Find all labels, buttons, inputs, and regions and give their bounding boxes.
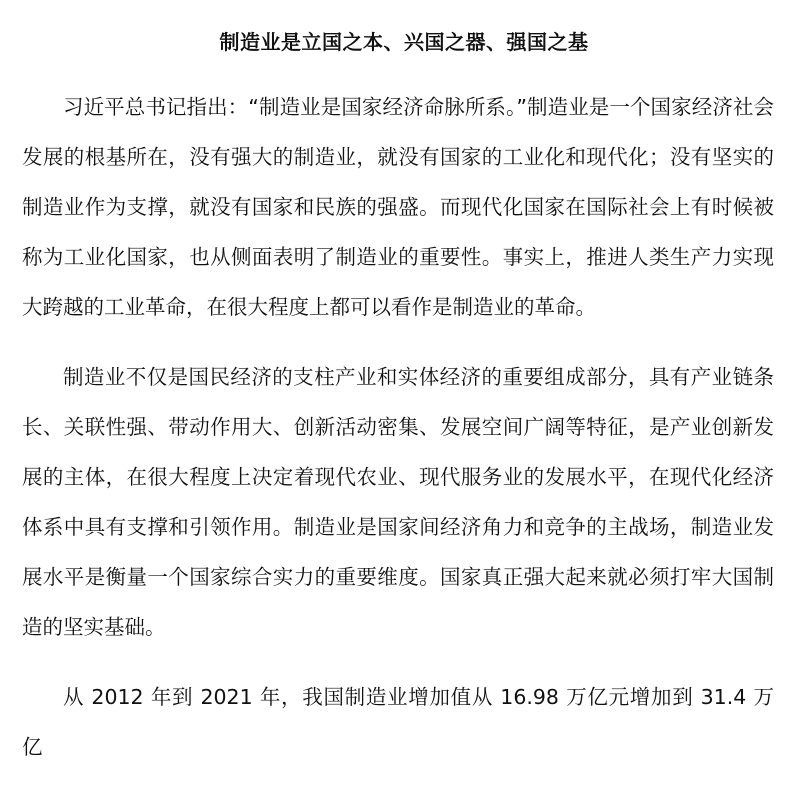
paragraph-2: 制造业不仅是国民经济的支柱产业和实体经济的重要组成部分，具有产业链条长、关联性强、带动作用大、创新活动密集、发展空间广阔等特征，是产业创新发展的主体，在很大程度上决定着现代农业、现代服务业的发展水平，在现代化经济体系中具有支撑和引领作用。制造业是国家间经济角力和竞争的主战场，制造业发展水平是衡量一个国家综合实力的重要维度。国家真正强大起来就必须打牢大国制造的坚实基础。 <box>22 365 774 639</box>
article-title: 制造业是立国之本、兴国之器、强国之基 <box>219 30 589 54</box>
paragraph-3: 从 2012 年到 2021 年，我国制造业增加值从 16.98 万亿元增加到 31.4 万亿 <box>22 685 774 759</box>
paragraph-1: 习近平总书记指出：“制造业是国家经济命脉所系。”制造业是一个国家经济社会发展的根基所在，没有强大的制造业，就没有国家的工业化和现代化；没有坚实的制造业作为支撑，就没有国家和民族的强盛。而现代化国家在国际社会上有时候被称为工业化国家，也从侧面表明了制造业的重要性。事实上，推进人类生产力实现大跨越的工业革命，在很大程度上都可以看作是制造业的革命。 <box>22 95 774 319</box>
